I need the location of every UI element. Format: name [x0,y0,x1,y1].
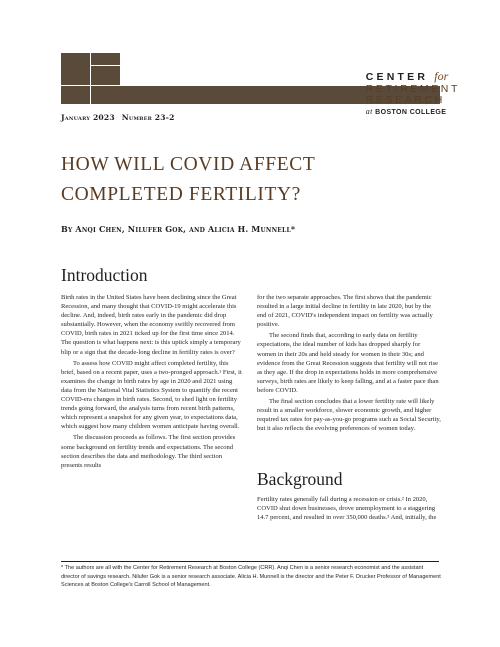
header-square-bottom-right [91,66,120,85]
crr-logo: CENTER for RETIREMENT RESEARCH at BOSTON COLLEGE [365,69,460,116]
header-square-bottom-left [61,86,90,104]
paragraph: To assess how COVID might affect completed fertility, this brief, based on a recent paper, uses a two-pronged approach.¹ First, it examines the change in birth rates by age in 2020 and 2021 using data from the National Vital Statistics System to quantify the recent COVID-era changes in birth rates. Second, to shed light on fertility trends going forward, the analysis turns from recent birth patterns, which represent a snapshot for any given year, to expectations data, which suggest how many children women anticipate having overall. [61,359,242,431]
author-line: By Anqi Chen, Nilufer Gok, and Alicia H. Munnell* [61,224,296,234]
header-square-top-left [61,53,90,85]
issue-line [61,113,179,122]
author-footnote: * The authors are all with the Center for Retirement Research at Boston College (CRR). Anqi Chen is a senior research economist and the assistant director of savings research. Nilufer Gok is a senior research associate. Alicia H. Munnell is the director and the Peter F. Drucker Professor of Management Sciences at Boston College's Carroll School of Management. [61,565,441,589]
issue-date: January 2023 [61,113,115,122]
text-column-right-background [257,495,441,522]
issue-number: Number 23-2 [121,113,175,122]
paragraph: The final section concludes that a lower fertility rate will likely result in a smaller workforce, slower economic growth, and higher required tax rates for pay-as-you-go programs such as Social Security, but it also reflects the evolving preferences of women today. [257,398,441,433]
footnote-divider [61,561,439,562]
paragraph: The second finds that, according to early data on fertility expectations, the ideal number of kids has dropped sharply for women in their 20s and held steady for women in their 30s; and evidence from the Great Recession suggests that fertility will not rise as they age. If the drop in expectations holds in more comprehensive surveys, birth rates are likely to keep falling, and at a faster pace than before COVID. [257,332,439,394]
brief-title: HOW WILL COVID AFFECT COMPLETED FERTILITY? [61,154,316,205]
section-heading-introduction: Introduction [61,265,148,285]
paragraph: Birth rates in the United States have been declining since the Great Recession, and many thought that COVID-19 might accelerate this decline. And, indeed, birth rates early in the pandemic did drop substantially. However, when the economy swiftly recovered from COVID, birth rates in 2021 ticked up for the first time since 2014. The question is what happens next: is this uptick simply a temporary blip or a sign that the decade-long decline in fertility rates is over? [61,294,241,356]
paragraph: Fertility rates generally fall during a recession or crisis.² In 2020, COVID shut down businesses, drove unemployment to a staggering 14.7 percent, and resulted in over 350,000 deaths.³ And, initially, the [257,496,437,522]
text-column-right [257,293,441,433]
text-column-left [61,293,243,470]
section-heading-background: Background [257,469,343,489]
paragraph: The discussion proceeds as follows. The first section provides some background on fertility trends and expectations. The second section describes the data and methodology. The third section presents results [61,434,236,469]
header-square-top-right [91,53,120,65]
paragraph: for the two separate approaches. The first shows that the pandemic resulted in a large initial decline in fertility in late 2020, but by the end of 2021, COVID's independent impact on fertility was actually positive. [257,294,433,329]
